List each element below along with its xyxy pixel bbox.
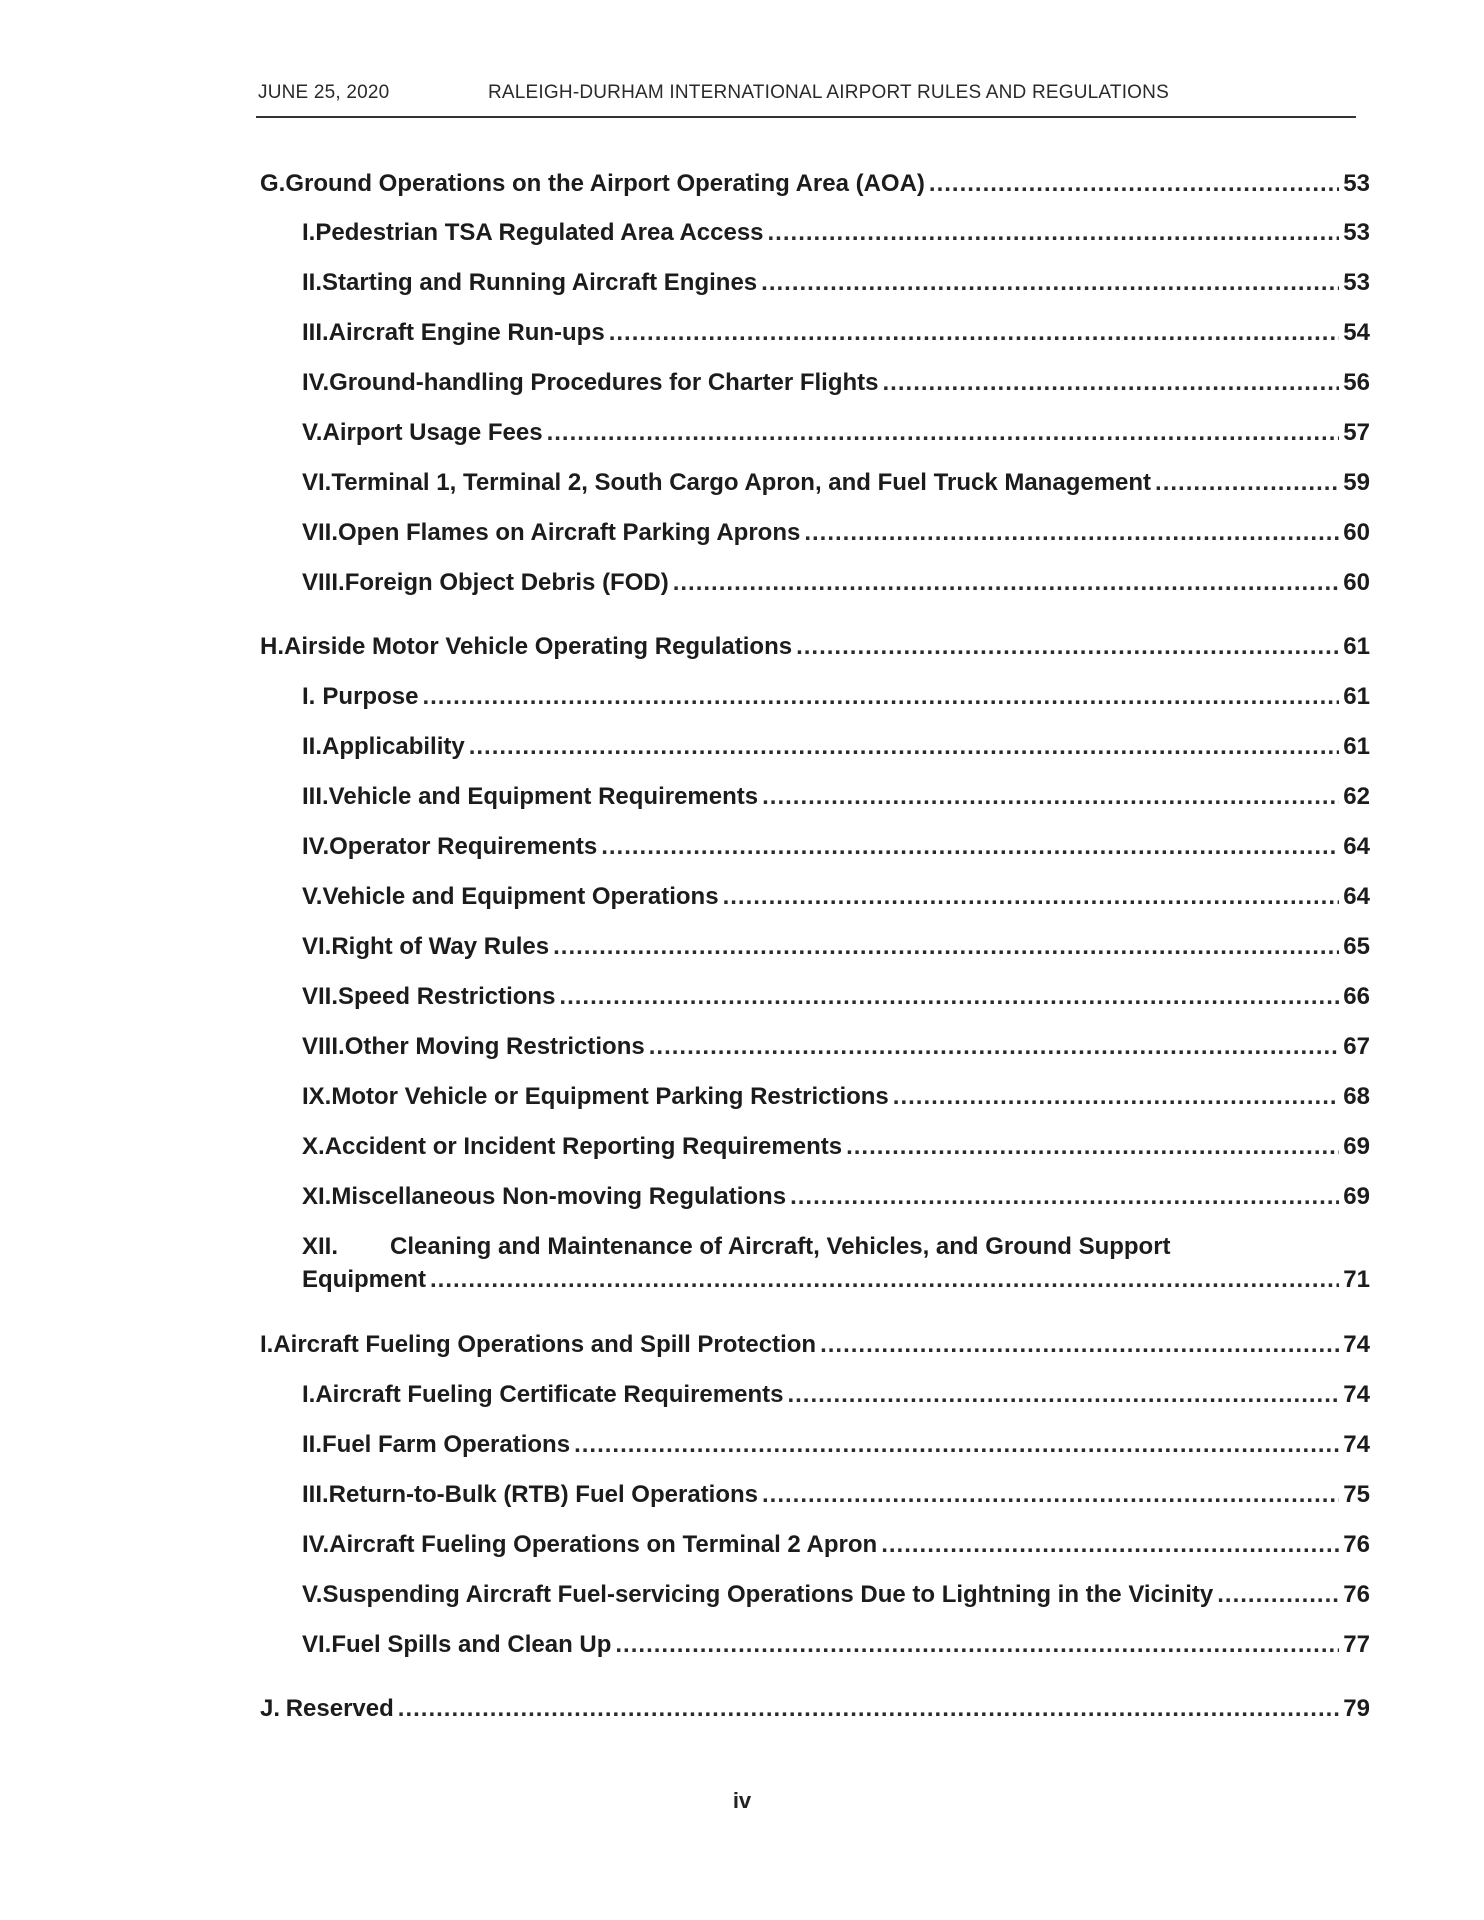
toc-label: Speed Restrictions (338, 983, 556, 1010)
toc-number: IV. (302, 1531, 330, 1558)
toc-page: 75 (1343, 1481, 1370, 1508)
toc-page: 69 (1343, 1133, 1370, 1160)
toc-page: 61 (1343, 733, 1370, 760)
toc-label: Operator Requirements (329, 833, 598, 860)
toc-entry[interactable] (302, 1183, 1370, 1217)
dot-leader (723, 883, 1340, 911)
toc-label: Aircraft Fueling Operations and Spill Protection (273, 1331, 817, 1358)
toc-label: Right of Way Rules (331, 933, 550, 960)
toc-page: 62 (1343, 783, 1370, 810)
dot-leader (547, 419, 1340, 447)
toc-page: 65 (1343, 933, 1370, 960)
dot-leader (761, 269, 1339, 297)
toc-number: VI. (302, 1631, 332, 1658)
dot-leader (601, 833, 1339, 861)
toc-entry[interactable] (302, 1431, 1370, 1465)
dot-leader (762, 1481, 1339, 1509)
toc-label: Open Flames on Aircraft Parking Aprons (338, 519, 801, 546)
toc-label: Airside Motor Vehicle Operating Regulations (284, 633, 793, 660)
toc-page: 53 (1343, 170, 1370, 197)
toc-page: 61 (1343, 683, 1370, 710)
toc-entry[interactable] (302, 269, 1370, 303)
toc-page: 76 (1343, 1531, 1370, 1558)
toc-entry[interactable] (302, 1581, 1370, 1615)
toc-page: 74 (1343, 1431, 1370, 1458)
dot-leader (615, 1631, 1339, 1659)
toc-entry[interactable] (302, 733, 1370, 767)
dot-leader (929, 170, 1339, 198)
toc-page: 53 (1343, 269, 1370, 296)
toc-number: III. (302, 783, 329, 810)
dot-leader (790, 1183, 1339, 1211)
toc-entry[interactable] (302, 1133, 1370, 1167)
toc-entry[interactable] (302, 1481, 1370, 1515)
toc-label: Return-to-Bulk (RTB) Fuel Operations (328, 1481, 758, 1508)
toc-entry[interactable] (302, 1083, 1370, 1117)
toc-page: 76 (1343, 1581, 1370, 1608)
toc-label: Miscellaneous Non-moving Regulations (331, 1183, 787, 1210)
toc-number: II. (302, 733, 323, 760)
toc-page: 67 (1343, 1033, 1370, 1060)
toc-page: 69 (1343, 1183, 1370, 1210)
dot-leader (796, 633, 1339, 661)
toc-page: 53 (1343, 219, 1370, 246)
toc-number: IV. (302, 369, 330, 396)
toc-number: V. (302, 1581, 323, 1608)
dot-leader (559, 983, 1339, 1011)
page-number: iv (732, 1788, 752, 1813)
toc-number: I. (302, 219, 316, 246)
toc-entry-wrapped[interactable] (302, 1233, 1171, 1261)
toc-page: 77 (1343, 1631, 1370, 1658)
toc-page: 57 (1343, 419, 1370, 446)
dot-leader (804, 519, 1339, 547)
toc-label: Aircraft Fueling Operations on Terminal 2 Apron (329, 1531, 878, 1558)
toc-label: Reserved (285, 1695, 394, 1722)
toc-number: X. (302, 1133, 325, 1160)
toc-page: 64 (1343, 833, 1370, 860)
dot-leader (881, 1531, 1339, 1559)
toc-entry[interactable] (302, 569, 1370, 603)
toc-page: 54 (1343, 319, 1370, 346)
dot-leader (1217, 1581, 1339, 1609)
toc-page: 74 (1343, 1381, 1370, 1408)
toc-page: 59 (1343, 469, 1370, 496)
toc-label: Purpose (322, 683, 419, 710)
toc-number: IX. (302, 1083, 332, 1110)
toc-label: Vehicle and Equipment Requirements (328, 783, 759, 810)
toc-number: VIII. (302, 1033, 345, 1060)
dot-leader (574, 1431, 1339, 1459)
toc-entry[interactable] (302, 319, 1370, 353)
dot-leader (787, 1381, 1339, 1409)
toc-label-continued: Equipment (302, 1266, 426, 1293)
toc-entry[interactable] (302, 419, 1370, 453)
toc-label: Suspending Aircraft Fuel-servicing Operations Due to Lightning in the Vicinity (322, 1581, 1214, 1608)
toc-entry-continuation[interactable] (302, 1266, 1370, 1300)
toc-label: Fuel Spills and Clean Up (331, 1631, 612, 1658)
page-header (256, 82, 1356, 118)
toc-number: III. (302, 1481, 329, 1508)
dot-leader (469, 733, 1340, 761)
toc-page: 60 (1343, 569, 1370, 596)
toc-entry[interactable] (302, 983, 1370, 1017)
toc-number: VII. (302, 983, 339, 1010)
toc-label: Terminal 1, Terminal 2, South Cargo Apron, and Fuel Truck Management (331, 469, 1152, 496)
toc-page: 56 (1343, 369, 1370, 396)
toc-entry[interactable] (302, 833, 1370, 867)
dot-leader (1155, 469, 1339, 497)
toc-label: Ground Operations on the Airport Operating Area (AOA) (285, 170, 925, 197)
toc-section-i[interactable] (260, 1331, 1370, 1365)
toc-entry[interactable] (302, 683, 1370, 717)
dot-leader (398, 1695, 1340, 1723)
toc-label: Applicability (322, 733, 465, 760)
toc-number: VI. (302, 469, 332, 496)
toc-page: 60 (1343, 519, 1370, 546)
toc-label: Airport Usage Fees (322, 419, 543, 446)
dot-leader (553, 933, 1339, 961)
toc-entry[interactable] (302, 1631, 1370, 1665)
toc-entry[interactable] (302, 219, 1370, 253)
toc-page: 68 (1343, 1083, 1370, 1110)
dot-leader (430, 1266, 1339, 1294)
dot-leader (609, 319, 1340, 347)
toc-number: G. (260, 170, 286, 197)
toc-number: XII. (302, 1233, 339, 1260)
header-title: RALEIGH-DURHAM INTERNATIONAL AIRPORT RULES AND REGULATIONS (488, 82, 1169, 103)
toc-entry[interactable] (302, 519, 1370, 553)
toc-number: I. (302, 1381, 316, 1408)
toc-entry[interactable] (302, 1381, 1370, 1415)
toc-page: 74 (1343, 1331, 1370, 1358)
toc-number: I. (260, 1331, 274, 1358)
toc-number: VII. (302, 519, 339, 546)
toc-label: Vehicle and Equipment Operations (322, 883, 719, 910)
toc-label: Foreign Object Debris (FOD) (344, 569, 669, 596)
toc-section-h[interactable] (260, 633, 1370, 667)
toc-entry[interactable] (302, 369, 1370, 403)
toc-entry[interactable] (302, 883, 1370, 917)
toc-number: V. (302, 883, 323, 910)
toc-section-j[interactable] (260, 1695, 1370, 1729)
toc-number: VIII. (302, 569, 345, 596)
toc-section-g[interactable] (260, 170, 1370, 204)
toc-entry[interactable] (302, 469, 1370, 503)
dot-leader (768, 219, 1340, 247)
toc-page: 61 (1343, 633, 1370, 660)
toc-label: Accident or Incident Reporting Requirements (324, 1133, 843, 1160)
dot-leader (762, 783, 1339, 811)
dot-leader (893, 1083, 1340, 1111)
dot-leader (649, 1033, 1340, 1061)
toc-number: J. (260, 1695, 281, 1722)
toc-number: VI. (302, 933, 332, 960)
toc-label: Aircraft Fueling Certificate Requirements (315, 1381, 784, 1408)
toc-label: Motor Vehicle or Equipment Parking Restrictions (331, 1083, 889, 1110)
toc-label: Fuel Farm Operations (322, 1431, 571, 1458)
toc-label: Aircraft Engine Run-ups (328, 319, 605, 346)
toc-number: III. (302, 319, 329, 346)
toc-page: 71 (1343, 1266, 1370, 1293)
toc-number: XI. (302, 1183, 332, 1210)
dot-leader (422, 683, 1339, 711)
toc-entry[interactable] (302, 783, 1370, 817)
dot-leader (883, 369, 1340, 397)
toc-number: I. (302, 683, 316, 710)
toc-page: 79 (1343, 1695, 1370, 1722)
toc-label: Cleaning and Maintenance of Aircraft, Vehicles, and Ground Support (390, 1233, 1171, 1260)
toc-page: 64 (1343, 883, 1370, 910)
dot-leader (846, 1133, 1339, 1161)
toc-number: V. (302, 419, 323, 446)
toc-entry[interactable] (302, 1033, 1370, 1067)
toc-number: H. (260, 633, 284, 660)
toc-page: 66 (1343, 983, 1370, 1010)
header-date: JUNE 25, 2020 (258, 82, 390, 103)
toc-number: II. (302, 1431, 323, 1458)
dot-leader (820, 1331, 1339, 1359)
toc-number: II. (302, 269, 323, 296)
toc-label: Pedestrian TSA Regulated Area Access (315, 219, 764, 246)
toc-entry[interactable] (302, 1531, 1370, 1565)
toc-label: Starting and Running Aircraft Engines (322, 269, 758, 296)
toc-number: IV. (302, 833, 330, 860)
toc-entry[interactable] (302, 933, 1370, 967)
toc-label: Ground-handling Procedures for Charter Flights (329, 369, 879, 396)
toc-label: Other Moving Restrictions (344, 1033, 645, 1060)
dot-leader (673, 569, 1340, 597)
